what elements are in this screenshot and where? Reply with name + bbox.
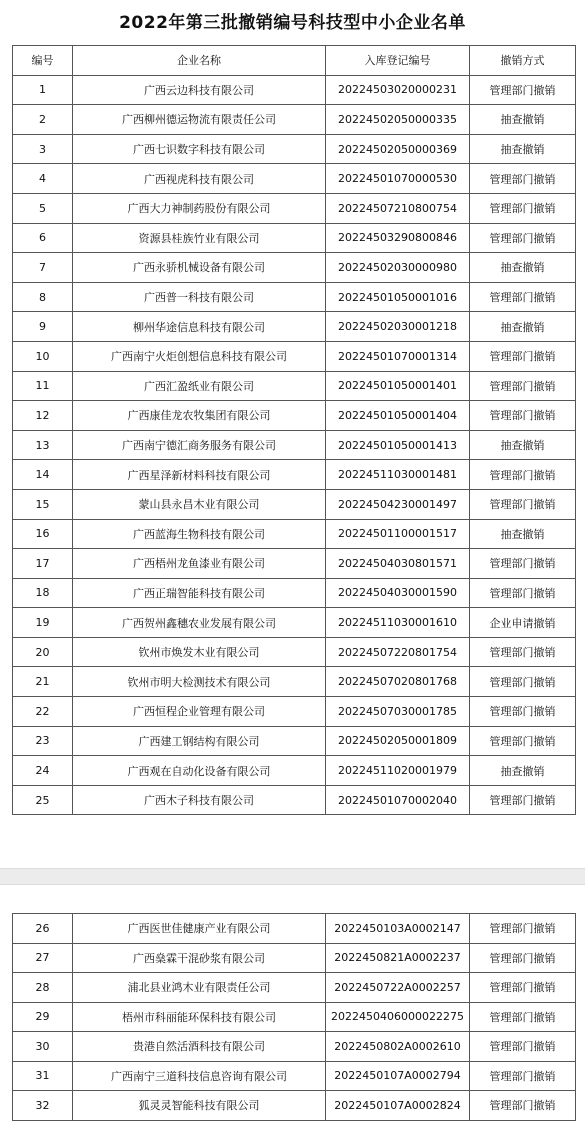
- cell-company-name: 钦州市焕发木业有限公司: [73, 637, 326, 667]
- cell-company-name: 广西南宁德汇商务服务有限公司: [73, 430, 326, 460]
- cell-registration-number: 20224507020801768: [326, 667, 470, 697]
- cell-number: 5: [13, 193, 73, 223]
- cell-revocation-method: 管理部门撤销: [470, 1002, 576, 1032]
- header-registration-number: 入库登记编号: [326, 46, 470, 76]
- table-row: [13, 312, 576, 342]
- cell-revocation-method: 管理部门撤销: [470, 489, 576, 519]
- cell-number: 9: [13, 312, 73, 342]
- cell-revocation-method: 管理部门撤销: [470, 193, 576, 223]
- cell-revocation-method: 企业申请撤销: [470, 608, 576, 638]
- table-header-row: [13, 46, 576, 76]
- cell-registration-number: 20224502050000369: [326, 134, 470, 164]
- table-row: [13, 697, 576, 727]
- cell-number: 25: [13, 785, 73, 815]
- cell-company-name: 广西汇盈纸业有限公司: [73, 371, 326, 401]
- table-row: [13, 223, 576, 253]
- cell-company-name: 梧州市科丽能环保科技有限公司: [73, 1002, 326, 1032]
- cell-company-name: 广西燊霖干混砂浆有限公司: [73, 943, 326, 973]
- table-row: [13, 430, 576, 460]
- table-row: [13, 134, 576, 164]
- table-row: [13, 1061, 576, 1091]
- cell-registration-number: 20224507030001785: [326, 697, 470, 727]
- cell-company-name: 广西医世佳健康产业有限公司: [73, 914, 326, 944]
- enterprise-table-page-1: [12, 45, 576, 815]
- cell-revocation-method: 管理部门撤销: [470, 726, 576, 756]
- page-title: 2022年第三批撤销编号科技型中小企业名单: [119, 13, 466, 33]
- cell-registration-number: 20224502050000335: [326, 105, 470, 135]
- cell-number: 23: [13, 726, 73, 756]
- cell-company-name: 蒙山县永昌木业有限公司: [73, 489, 326, 519]
- cell-registration-number: 20224511020001979: [326, 756, 470, 786]
- cell-company-name: 广西康佳龙农牧集团有限公司: [73, 401, 326, 431]
- cell-registration-number: 20224504230001497: [326, 489, 470, 519]
- cell-revocation-method: 抽查撤销: [470, 134, 576, 164]
- header-number: 编号: [13, 46, 73, 76]
- table-row: [13, 1032, 576, 1062]
- cell-revocation-method: 管理部门撤销: [470, 1061, 576, 1091]
- cell-registration-number: 2022450802A0002610: [326, 1032, 470, 1062]
- cell-number: 31: [13, 1061, 73, 1091]
- cell-number: 22: [13, 697, 73, 727]
- cell-revocation-method: 管理部门撤销: [470, 549, 576, 579]
- cell-registration-number: 20224504030001590: [326, 578, 470, 608]
- cell-registration-number: 2022450406000022275: [326, 1002, 470, 1032]
- cell-registration-number: 20224501050001016: [326, 282, 470, 312]
- cell-revocation-method: 抽查撤销: [470, 430, 576, 460]
- table-row: [13, 549, 576, 579]
- cell-number: 11: [13, 371, 73, 401]
- table-row: [13, 519, 576, 549]
- table-row: [13, 726, 576, 756]
- cell-number: 1: [13, 75, 73, 105]
- enterprise-table-page-2: [12, 913, 576, 1121]
- cell-revocation-method: 管理部门撤销: [470, 282, 576, 312]
- cell-company-name: 广西贺州鑫穗农业发展有限公司: [73, 608, 326, 638]
- cell-company-name: 柳州华途信息科技有限公司: [73, 312, 326, 342]
- table-row: [13, 785, 576, 815]
- cell-registration-number: 20224501070001314: [326, 341, 470, 371]
- cell-number: 4: [13, 164, 73, 194]
- cell-number: 21: [13, 667, 73, 697]
- header-company-name: 企业名称: [73, 46, 326, 76]
- cell-company-name: 贵港自然活酒科技有限公司: [73, 1032, 326, 1062]
- cell-company-name: 广西南宁火炬创想信息科技有限公司: [73, 341, 326, 371]
- table-row: [13, 943, 576, 973]
- cell-registration-number: 20224503020000231: [326, 75, 470, 105]
- table-row: [13, 341, 576, 371]
- cell-revocation-method: 管理部门撤销: [470, 164, 576, 194]
- cell-registration-number: 20224511030001610: [326, 608, 470, 638]
- cell-revocation-method: 管理部门撤销: [470, 371, 576, 401]
- table-row: [13, 460, 576, 490]
- cell-company-name: 钦州市明大检测技术有限公司: [73, 667, 326, 697]
- cell-company-name: 广西正瑞智能科技有限公司: [73, 578, 326, 608]
- cell-company-name: 广西观在自动化设备有限公司: [73, 756, 326, 786]
- page-separator: [0, 868, 585, 885]
- cell-company-name: 狐灵灵智能科技有限公司: [73, 1091, 326, 1121]
- cell-company-name: 广西七识数字科技有限公司: [73, 134, 326, 164]
- cell-company-name: 广西南宁三道科技信息咨询有限公司: [73, 1061, 326, 1091]
- cell-registration-number: 20224501050001413: [326, 430, 470, 460]
- table-row: [13, 193, 576, 223]
- table-row: [13, 756, 576, 786]
- cell-number: 24: [13, 756, 73, 786]
- table-row: [13, 164, 576, 194]
- cell-company-name: 广西永骄机械设备有限公司: [73, 253, 326, 283]
- table-row: [13, 401, 576, 431]
- cell-revocation-method: 管理部门撤销: [470, 785, 576, 815]
- cell-number: 30: [13, 1032, 73, 1062]
- cell-number: 13: [13, 430, 73, 460]
- cell-registration-number: 20224507210800754: [326, 193, 470, 223]
- cell-registration-number: 20224501070002040: [326, 785, 470, 815]
- cell-registration-number: 20224503290800846: [326, 223, 470, 253]
- cell-registration-number: 2022450103A0002147: [326, 914, 470, 944]
- cell-revocation-method: 管理部门撤销: [470, 697, 576, 727]
- table-row: [13, 608, 576, 638]
- cell-revocation-method: 管理部门撤销: [470, 460, 576, 490]
- cell-number: 27: [13, 943, 73, 973]
- cell-number: 14: [13, 460, 73, 490]
- cell-company-name: 广西蓝海生物科技有限公司: [73, 519, 326, 549]
- cell-revocation-method: 抽查撤销: [470, 253, 576, 283]
- cell-number: 12: [13, 401, 73, 431]
- cell-registration-number: 20224501050001404: [326, 401, 470, 431]
- cell-revocation-method: 管理部门撤销: [470, 667, 576, 697]
- cell-registration-number: 20224502050001809: [326, 726, 470, 756]
- cell-revocation-method: 管理部门撤销: [470, 401, 576, 431]
- cell-registration-number: 20224501100001517: [326, 519, 470, 549]
- table-row: [13, 914, 576, 944]
- cell-revocation-method: 抽查撤销: [470, 756, 576, 786]
- cell-revocation-method: 管理部门撤销: [470, 1091, 576, 1121]
- cell-registration-number: 20224501070000530: [326, 164, 470, 194]
- table-row: [13, 1002, 576, 1032]
- cell-registration-number: 20224504030801571: [326, 549, 470, 579]
- cell-company-name: 广西梧州龙鱼漆业有限公司: [73, 549, 326, 579]
- table-row: [13, 105, 576, 135]
- cell-company-name: 广西建工钢结构有限公司: [73, 726, 326, 756]
- cell-revocation-method: 管理部门撤销: [470, 578, 576, 608]
- table-row: [13, 578, 576, 608]
- cell-company-name: 浦北县业鸿木业有限责任公司: [73, 973, 326, 1003]
- cell-number: 2: [13, 105, 73, 135]
- cell-number: 17: [13, 549, 73, 579]
- cell-revocation-method: 抽查撤销: [470, 519, 576, 549]
- table-row: [13, 371, 576, 401]
- cell-company-name: 广西星泽新材料科技有限公司: [73, 460, 326, 490]
- table-row: [13, 282, 576, 312]
- cell-registration-number: 2022450107A0002794: [326, 1061, 470, 1091]
- cell-company-name: 广西大力神制药股份有限公司: [73, 193, 326, 223]
- cell-company-name: 广西柳州德运物流有限责任公司: [73, 105, 326, 135]
- cell-number: 20: [13, 637, 73, 667]
- cell-registration-number: 20224507220801754: [326, 637, 470, 667]
- cell-registration-number: 2022450821A0002237: [326, 943, 470, 973]
- cell-number: 18: [13, 578, 73, 608]
- cell-revocation-method: 管理部门撤销: [470, 943, 576, 973]
- cell-number: 32: [13, 1091, 73, 1121]
- cell-company-name: 广西恒程企业管理有限公司: [73, 697, 326, 727]
- cell-company-name: 广西视虎科技有限公司: [73, 164, 326, 194]
- cell-company-name: 广西云边科技有限公司: [73, 75, 326, 105]
- cell-number: 16: [13, 519, 73, 549]
- cell-registration-number: 20224502030000980: [326, 253, 470, 283]
- cell-registration-number: 20224511030001481: [326, 460, 470, 490]
- cell-registration-number: 20224502030001218: [326, 312, 470, 342]
- cell-number: 3: [13, 134, 73, 164]
- cell-registration-number: 2022450722A0002257: [326, 973, 470, 1003]
- table-row: [13, 973, 576, 1003]
- table-row: [13, 1091, 576, 1121]
- cell-company-name: 资源县桂族竹业有限公司: [73, 223, 326, 253]
- cell-revocation-method: 管理部门撤销: [470, 637, 576, 667]
- cell-number: 19: [13, 608, 73, 638]
- table-row: [13, 667, 576, 697]
- cell-number: 10: [13, 341, 73, 371]
- cell-revocation-method: 管理部门撤销: [470, 1032, 576, 1062]
- cell-number: 15: [13, 489, 73, 519]
- cell-company-name: 广西木子科技有限公司: [73, 785, 326, 815]
- cell-number: 8: [13, 282, 73, 312]
- cell-revocation-method: 管理部门撤销: [470, 75, 576, 105]
- header-revocation-method: 撤销方式: [470, 46, 576, 76]
- table-row: [13, 489, 576, 519]
- cell-number: 28: [13, 973, 73, 1003]
- cell-company-name: 广西普一科技有限公司: [73, 282, 326, 312]
- table-row: [13, 75, 576, 105]
- cell-number: 29: [13, 1002, 73, 1032]
- cell-registration-number: 20224501050001401: [326, 371, 470, 401]
- cell-revocation-method: 管理部门撤销: [470, 223, 576, 253]
- cell-revocation-method: 管理部门撤销: [470, 973, 576, 1003]
- cell-revocation-method: 抽查撤销: [470, 312, 576, 342]
- table-row: [13, 637, 576, 667]
- cell-revocation-method: 管理部门撤销: [470, 341, 576, 371]
- cell-number: 26: [13, 914, 73, 944]
- cell-number: 7: [13, 253, 73, 283]
- cell-number: 6: [13, 223, 73, 253]
- cell-revocation-method: 管理部门撤销: [470, 914, 576, 944]
- cell-revocation-method: 抽查撤销: [470, 105, 576, 135]
- table-row: [13, 253, 576, 283]
- cell-registration-number: 2022450107A0002824: [326, 1091, 470, 1121]
